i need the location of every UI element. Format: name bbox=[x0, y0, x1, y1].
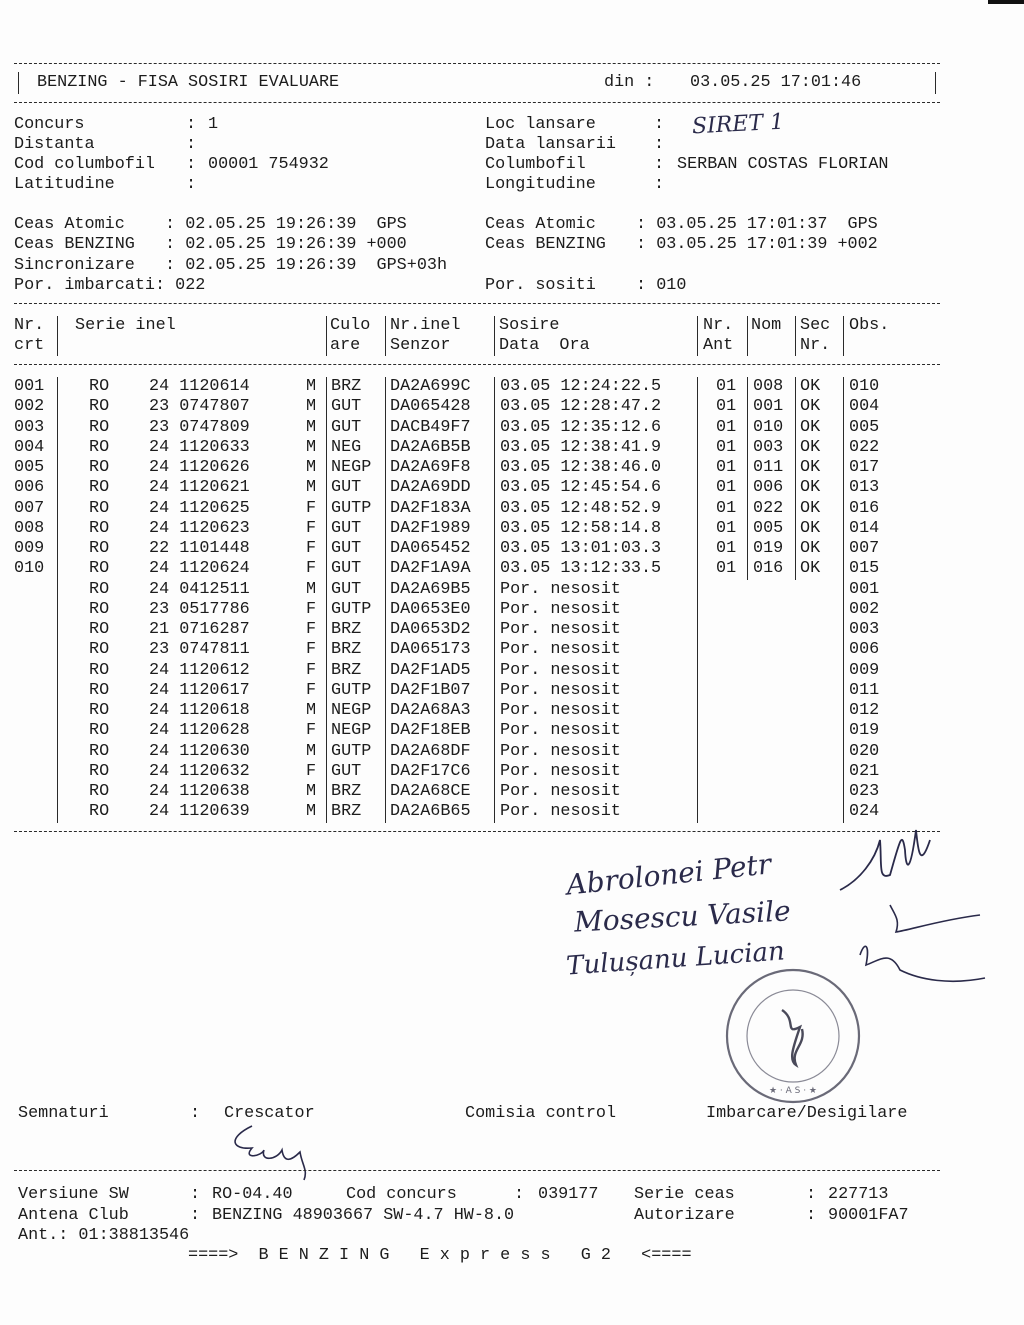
cell-color: NEG bbox=[331, 437, 362, 457]
cell-sec: OK bbox=[800, 437, 821, 457]
distanta-colon: : bbox=[186, 135, 197, 154]
header-sep-3 bbox=[385, 316, 386, 356]
longitudine-colon: : bbox=[654, 175, 665, 194]
cell-sex: F bbox=[306, 539, 317, 558]
imbarcare-desigilare-label: Imbarcare/Desigilare bbox=[706, 1104, 908, 1123]
cell-country: RO bbox=[89, 782, 110, 801]
cell-ring: 22 1101448 bbox=[149, 539, 250, 558]
cell-arrival: 03.05 12:45:54.6 bbox=[500, 478, 662, 498]
cell-country: RO bbox=[89, 680, 110, 700]
cell-ring: 24 1120639 bbox=[149, 802, 250, 822]
cell-sensor: DA2F183A bbox=[390, 498, 471, 518]
col-ant-header-2: Ant bbox=[703, 336, 734, 355]
cell-country: RO bbox=[89, 620, 110, 639]
cell-country: RO bbox=[89, 437, 110, 457]
cell-color: GUT bbox=[331, 478, 362, 498]
cell-ring: 21 0716287 bbox=[149, 620, 250, 639]
cell-obs: 020 bbox=[849, 741, 880, 761]
cell-country: RO bbox=[89, 579, 110, 599]
cell-obs: 013 bbox=[849, 478, 880, 498]
body-sep-7 bbox=[795, 377, 796, 580]
cell-sec: OK bbox=[800, 498, 821, 518]
col-nom-header: Nom bbox=[751, 316, 782, 335]
cell-obs: 007 bbox=[849, 539, 880, 558]
cell-nom: 006 bbox=[753, 478, 784, 498]
cell-sec: OK bbox=[800, 417, 821, 437]
table-bottom-rule bbox=[14, 831, 940, 832]
antena-club-label: Antena Club bbox=[18, 1206, 129, 1225]
cell-color: BRZ bbox=[331, 640, 362, 660]
cell-obs: 006 bbox=[849, 640, 880, 660]
cell-ring: 24 1120625 bbox=[149, 498, 250, 518]
crescator-label: Crescator bbox=[224, 1104, 315, 1123]
loc-lansare-handwritten: SIRET 1 bbox=[691, 109, 785, 140]
cell-sex: M bbox=[306, 417, 317, 437]
cell-color: NEGP bbox=[331, 721, 372, 741]
cell-ant: 01 bbox=[716, 417, 737, 437]
cell-ring: 23 0747809 bbox=[149, 417, 250, 437]
columbofil-label: Columbofil bbox=[485, 155, 586, 174]
col-culoare-header-1: Culo bbox=[330, 316, 371, 335]
cell-crt: 001 bbox=[14, 377, 45, 396]
cell-color: BRZ bbox=[331, 660, 362, 680]
cell-sec: OK bbox=[800, 478, 821, 498]
semnaturi-label: Semnaturi bbox=[18, 1104, 109, 1123]
cell-nom: 005 bbox=[753, 518, 784, 538]
cell-sex: M bbox=[306, 437, 317, 457]
cell-sex: F bbox=[306, 640, 317, 660]
col-serie-header: Serie inel bbox=[75, 316, 176, 335]
cell-sex: F bbox=[306, 599, 317, 619]
cell-sex: M bbox=[306, 741, 317, 761]
cell-country: RO bbox=[89, 741, 110, 761]
cell-sensor: DA2F1AD5 bbox=[390, 660, 471, 680]
cell-sensor: DA2F1B07 bbox=[390, 680, 471, 700]
serie-ceas-value: 227713 bbox=[828, 1185, 889, 1204]
cell-country: RO bbox=[89, 802, 110, 822]
signature-name-2: Mosescu Vasile bbox=[573, 894, 792, 939]
ceas-atomic-end: Ceas Atomic : 03.05.25 17:01:37 GPS bbox=[485, 215, 878, 234]
cell-arrival: Por. nesosit bbox=[500, 782, 621, 801]
cell-country: RO bbox=[89, 377, 110, 396]
cell-sensor: DA0653D2 bbox=[390, 620, 471, 639]
cell-color: BRZ bbox=[331, 782, 362, 801]
cell-sex: F bbox=[306, 498, 317, 518]
autorizare-label: Autorizare bbox=[634, 1206, 735, 1225]
cell-sec: OK bbox=[800, 458, 821, 477]
cell-sex: M bbox=[306, 458, 317, 477]
col-culoare-header-2: are bbox=[330, 336, 361, 355]
cell-ring: 24 1120618 bbox=[149, 701, 250, 720]
cell-sex: M bbox=[306, 802, 317, 822]
club-stamp bbox=[722, 965, 864, 1107]
cell-arrival: 03.05 12:24:22.5 bbox=[500, 377, 662, 396]
cell-color: GUTP bbox=[331, 741, 372, 761]
versiune-value: RO-04.40 bbox=[212, 1185, 293, 1204]
cell-obs: 022 bbox=[849, 437, 880, 457]
distanta-label: Distanta bbox=[14, 135, 95, 154]
cell-sex: M bbox=[306, 782, 317, 801]
cell-sex: F bbox=[306, 620, 317, 639]
cell-sec: OK bbox=[800, 518, 821, 538]
cell-ring: 23 0747811 bbox=[149, 640, 250, 660]
cell-arrival: 03.05 12:38:46.0 bbox=[500, 458, 662, 477]
data-lansarii-colon: : bbox=[654, 135, 665, 154]
columbofil-value: SERBAN COSTAS FLORIAN bbox=[677, 155, 889, 174]
cell-arrival: Por. nesosit bbox=[500, 620, 621, 639]
col-sosire-header-1: Sosire bbox=[499, 316, 560, 335]
col-sec-header-2: Nr. bbox=[800, 336, 831, 355]
cell-ring: 24 1120623 bbox=[149, 518, 250, 538]
cell-country: RO bbox=[89, 761, 110, 781]
data-lansarii-label: Data lansarii bbox=[485, 135, 616, 154]
cell-ant: 01 bbox=[716, 518, 737, 538]
cell-obs: 004 bbox=[849, 397, 880, 417]
loc-colon: : bbox=[654, 115, 665, 134]
cell-obs: 023 bbox=[849, 782, 880, 801]
cell-sensor: DA2A6B5B bbox=[390, 437, 471, 457]
cell-ant: 01 bbox=[716, 458, 737, 477]
cell-sensor: DA0653E0 bbox=[390, 599, 471, 619]
cod-colon: : bbox=[186, 155, 197, 174]
cell-sex: M bbox=[306, 478, 317, 498]
cell-sec: OK bbox=[800, 377, 821, 396]
cell-color: GUTP bbox=[331, 599, 372, 619]
scan-corner-mark bbox=[988, 0, 1024, 4]
cell-sec: OK bbox=[800, 539, 821, 558]
body-sep-1 bbox=[57, 377, 58, 823]
cell-crt: 006 bbox=[14, 478, 45, 498]
concurs-label: Concurs bbox=[14, 115, 85, 134]
body-sep-6 bbox=[747, 377, 748, 580]
cell-color: GUT bbox=[331, 539, 362, 558]
cell-ring: 23 0747807 bbox=[149, 397, 250, 417]
cell-sex: F bbox=[306, 660, 317, 680]
cell-ant: 01 bbox=[716, 559, 737, 579]
cell-sensor: DACB49F7 bbox=[390, 417, 471, 437]
cell-obs: 015 bbox=[849, 559, 880, 579]
cell-color: NEGP bbox=[331, 458, 372, 477]
cell-sensor: DA2A68DF bbox=[390, 741, 471, 761]
cell-crt: 007 bbox=[14, 498, 45, 518]
cell-sensor: DA065173 bbox=[390, 640, 471, 660]
cell-nom: 003 bbox=[753, 437, 784, 457]
cell-sensor: DA2A68CE bbox=[390, 782, 471, 801]
loc-lansare-label: Loc lansare bbox=[485, 115, 596, 134]
cell-obs: 024 bbox=[849, 802, 880, 822]
cell-obs: 017 bbox=[849, 458, 880, 477]
cell-nom: 010 bbox=[753, 417, 784, 437]
cell-ant: 01 bbox=[716, 397, 737, 417]
cell-sex: F bbox=[306, 518, 317, 538]
cell-country: RO bbox=[89, 701, 110, 720]
cell-nom: 008 bbox=[753, 377, 784, 396]
cell-sex: M bbox=[306, 701, 317, 720]
cell-obs: 012 bbox=[849, 701, 880, 720]
autorizare-colon: : bbox=[806, 1206, 817, 1225]
cell-color: BRZ bbox=[331, 802, 362, 822]
col-obs-header: Obs. bbox=[849, 316, 890, 335]
cell-color: GUT bbox=[331, 417, 362, 437]
ceas-benzing-end: Ceas BENZING : 03.05.25 17:01:39 +002 bbox=[485, 235, 878, 254]
table-header-rule bbox=[14, 364, 940, 365]
body-sep-5 bbox=[697, 377, 698, 823]
cell-arrival: 03.05 13:01:03.3 bbox=[500, 539, 662, 558]
cell-country: RO bbox=[89, 478, 110, 498]
cell-crt: 009 bbox=[14, 539, 45, 558]
cell-sec: OK bbox=[800, 397, 821, 417]
cell-arrival: 03.05 12:48:52.9 bbox=[500, 498, 662, 518]
col-ant-header-1: Nr. bbox=[703, 316, 734, 335]
latitudine-colon: : bbox=[186, 175, 197, 194]
cell-sensor: DA2A699C bbox=[390, 377, 471, 396]
cod-concurs-label: Cod concurs bbox=[346, 1185, 457, 1204]
cell-ant: 01 bbox=[716, 478, 737, 498]
cell-sensor: DA2F18EB bbox=[390, 721, 471, 741]
cell-sex: F bbox=[306, 721, 317, 741]
cell-obs: 009 bbox=[849, 660, 880, 680]
cell-ring: 24 1120630 bbox=[149, 741, 250, 761]
signature-name-1: Abrolonei Petr bbox=[564, 847, 773, 902]
cell-sensor: DA065428 bbox=[390, 397, 471, 417]
versiune-label: Versiune SW bbox=[18, 1185, 129, 1204]
cell-crt: 008 bbox=[14, 518, 45, 538]
cell-arrival: Por. nesosit bbox=[500, 680, 621, 700]
cell-color: BRZ bbox=[331, 377, 362, 396]
cell-color: GUT bbox=[331, 761, 362, 781]
cell-arrival: Por. nesosit bbox=[500, 579, 621, 599]
svg-text:★ · A S · ★: ★ · A S · ★ bbox=[768, 1086, 818, 1096]
cell-ant: 01 bbox=[716, 437, 737, 457]
header-sep-8 bbox=[843, 316, 844, 356]
sincronizare: Sincronizare : 02.05.25 19:26:39 GPS+03h bbox=[14, 256, 448, 275]
longitudine-label: Longitudine bbox=[485, 175, 596, 194]
antena-serial: Ant.: 01:38813546 bbox=[18, 1226, 190, 1245]
header-top-rule bbox=[14, 63, 940, 64]
cell-ring: 23 0517786 bbox=[149, 599, 250, 619]
col-inel-header-2: Senzor bbox=[390, 336, 451, 355]
cell-country: RO bbox=[89, 417, 110, 437]
header-sep-6 bbox=[747, 316, 748, 356]
cell-sec: OK bbox=[800, 559, 821, 579]
cell-country: RO bbox=[89, 498, 110, 518]
cod-columbofil-label: Cod columbofil bbox=[14, 155, 155, 174]
col-nr-header: Nr. bbox=[14, 316, 45, 335]
header-sep-5 bbox=[697, 316, 698, 356]
cell-crt: 004 bbox=[14, 437, 45, 457]
cell-arrival: Por. nesosit bbox=[500, 802, 621, 822]
cell-ring: 24 1120612 bbox=[149, 660, 250, 680]
concurs-value: 1 bbox=[208, 115, 219, 134]
cell-sensor: DA2A68A3 bbox=[390, 701, 471, 720]
cell-ring: 24 1120614 bbox=[149, 377, 250, 396]
semnaturi-colon: : bbox=[190, 1104, 201, 1123]
header-bottom-rule bbox=[14, 102, 940, 103]
body-sep-3 bbox=[385, 377, 386, 823]
cell-arrival: 03.05 12:35:12.6 bbox=[500, 417, 662, 437]
header-sep-7 bbox=[795, 316, 796, 356]
cell-sex: M bbox=[306, 579, 317, 599]
latitudine-label: Latitudine bbox=[14, 175, 115, 194]
cell-nom: 016 bbox=[753, 559, 784, 579]
columbofil-colon: : bbox=[654, 155, 665, 174]
cell-nom: 019 bbox=[753, 539, 784, 558]
cell-ring: 24 1120632 bbox=[149, 761, 250, 781]
cell-ring: 24 1120617 bbox=[149, 680, 250, 700]
cell-sensor: DA2F1A9A bbox=[390, 559, 471, 579]
concurs-colon: : bbox=[186, 115, 197, 134]
signature-name-3: Tulușanu Lucian bbox=[565, 936, 786, 982]
cell-country: RO bbox=[89, 599, 110, 619]
autorizare-value: 90001FA7 bbox=[828, 1206, 909, 1225]
cell-ant: 01 bbox=[716, 539, 737, 558]
cell-arrival: 03.05 12:58:14.8 bbox=[500, 518, 662, 538]
cell-crt: 005 bbox=[14, 458, 45, 477]
cell-obs: 019 bbox=[849, 721, 880, 741]
ceas-benzing-start: Ceas BENZING : 02.05.25 19:26:39 +000 bbox=[14, 235, 407, 254]
serie-ceas-label: Serie ceas bbox=[634, 1185, 735, 1204]
cell-sensor: DA2A69F8 bbox=[390, 458, 471, 477]
cell-country: RO bbox=[89, 518, 110, 538]
cell-sensor: DA2A69B5 bbox=[390, 579, 471, 599]
antena-club-value: BENZING 48903667 SW-4.7 HW-8.0 bbox=[212, 1206, 515, 1225]
cell-arrival: Por. nesosit bbox=[500, 599, 621, 619]
cell-sex: M bbox=[306, 377, 317, 396]
cell-obs: 010 bbox=[849, 377, 880, 396]
cell-obs: 003 bbox=[849, 620, 880, 639]
cell-ring: 24 1120633 bbox=[149, 437, 250, 457]
cell-country: RO bbox=[89, 660, 110, 680]
cell-obs: 005 bbox=[849, 417, 880, 437]
porumbei-imbarcati: Por. imbarcati: 022 bbox=[14, 276, 206, 295]
cell-color: BRZ bbox=[331, 620, 362, 639]
cell-crt: 002 bbox=[14, 397, 45, 417]
cell-country: RO bbox=[89, 640, 110, 660]
cell-color: GUTP bbox=[331, 680, 372, 700]
cell-sensor: DA065452 bbox=[390, 539, 471, 558]
cell-color: GUT bbox=[331, 397, 362, 417]
cell-crt: 003 bbox=[14, 417, 45, 437]
cell-ring: 24 1120628 bbox=[149, 721, 250, 741]
col-sec-header-1: Sec bbox=[800, 316, 831, 335]
cell-arrival: Por. nesosit bbox=[500, 741, 621, 761]
cell-sex: F bbox=[306, 761, 317, 781]
cell-nom: 001 bbox=[753, 397, 784, 417]
ceas-atomic-start: Ceas Atomic : 02.05.25 19:26:39 GPS bbox=[14, 215, 407, 234]
col-inel-header-1: Nr.inel bbox=[390, 316, 461, 335]
report-title: BENZING - FISA SOSIRI EVALUARE bbox=[37, 73, 340, 92]
header-sep-4 bbox=[494, 316, 495, 356]
cell-sensor: DA2F1989 bbox=[390, 518, 471, 538]
cell-arrival: 03.05 12:38:41.9 bbox=[500, 437, 662, 457]
cell-ring: 24 1120638 bbox=[149, 782, 250, 801]
comisia-control-label: Comisia control bbox=[465, 1104, 617, 1123]
cell-color: GUT bbox=[331, 579, 362, 599]
cell-obs: 002 bbox=[849, 599, 880, 619]
report-date-label: din : bbox=[604, 73, 655, 92]
cell-arrival: Por. nesosit bbox=[500, 701, 621, 720]
cell-arrival: 03.05 13:12:33.5 bbox=[500, 559, 662, 579]
cell-arrival: Por. nesosit bbox=[500, 761, 621, 781]
cell-crt: 010 bbox=[14, 559, 45, 579]
cell-sensor: DA2A6B65 bbox=[390, 802, 471, 822]
cell-obs: 014 bbox=[849, 518, 880, 538]
cell-ring: 24 1120624 bbox=[149, 559, 250, 579]
porumbei-sositi: Por. sositi : 010 bbox=[485, 276, 687, 295]
cod-concurs-colon: : bbox=[514, 1185, 525, 1204]
col-crt-header: crt bbox=[14, 336, 45, 355]
benzing-brand-line: ====> B E N Z I N G E x p r e s s G 2 <==== bbox=[188, 1246, 692, 1265]
cell-sensor: DA2F17C6 bbox=[390, 761, 471, 781]
body-sep-2 bbox=[326, 377, 327, 823]
cod-columbofil-value: 00001 754932 bbox=[208, 155, 329, 174]
cell-country: RO bbox=[89, 397, 110, 417]
cell-arrival: 03.05 12:28:47.2 bbox=[500, 397, 662, 417]
antena-colon: : bbox=[190, 1206, 201, 1225]
cell-country: RO bbox=[89, 721, 110, 741]
cell-arrival: Por. nesosit bbox=[500, 640, 621, 660]
body-sep-4 bbox=[494, 377, 495, 823]
cell-sex: F bbox=[306, 680, 317, 700]
table-top-rule bbox=[14, 303, 940, 304]
cell-color: NEGP bbox=[331, 701, 372, 720]
cell-arrival: Por. nesosit bbox=[500, 660, 621, 680]
cell-obs: 021 bbox=[849, 761, 880, 781]
header-right-border bbox=[935, 72, 936, 94]
cell-country: RO bbox=[89, 559, 110, 579]
body-sep-8 bbox=[843, 377, 844, 823]
cell-obs: 016 bbox=[849, 498, 880, 518]
cell-nom: 022 bbox=[753, 498, 784, 518]
header-sep-1 bbox=[57, 316, 58, 356]
cod-concurs-value: 039177 bbox=[538, 1185, 599, 1204]
cell-sensor: DA2A69DD bbox=[390, 478, 471, 498]
header-sep-2 bbox=[326, 316, 327, 356]
cell-country: RO bbox=[89, 458, 110, 477]
versiune-colon: : bbox=[190, 1185, 201, 1204]
cell-country: RO bbox=[89, 539, 110, 558]
header-left-border bbox=[18, 72, 19, 94]
cell-color: GUTP bbox=[331, 498, 372, 518]
col-sosire-header-2: Data Ora bbox=[499, 336, 590, 355]
cell-color: GUT bbox=[331, 518, 362, 538]
cell-ring: 24 0412511 bbox=[149, 579, 250, 599]
cell-sex: M bbox=[306, 397, 317, 417]
cell-arrival: Por. nesosit bbox=[500, 721, 621, 741]
crescator-signature bbox=[222, 1120, 332, 1190]
report-date-value: 03.05.25 17:01:46 bbox=[690, 73, 862, 92]
cell-ant: 01 bbox=[716, 498, 737, 518]
cell-obs: 001 bbox=[849, 579, 880, 599]
cell-obs: 011 bbox=[849, 680, 880, 700]
cell-sex: F bbox=[306, 559, 317, 579]
serie-ceas-colon: : bbox=[806, 1185, 817, 1204]
cell-ring: 24 1120626 bbox=[149, 458, 250, 477]
cell-nom: 011 bbox=[753, 458, 784, 477]
footer-top-rule bbox=[14, 1170, 940, 1171]
cell-ant: 01 bbox=[716, 377, 737, 396]
cell-color: GUT bbox=[331, 559, 362, 579]
cell-ring: 24 1120621 bbox=[149, 478, 250, 498]
